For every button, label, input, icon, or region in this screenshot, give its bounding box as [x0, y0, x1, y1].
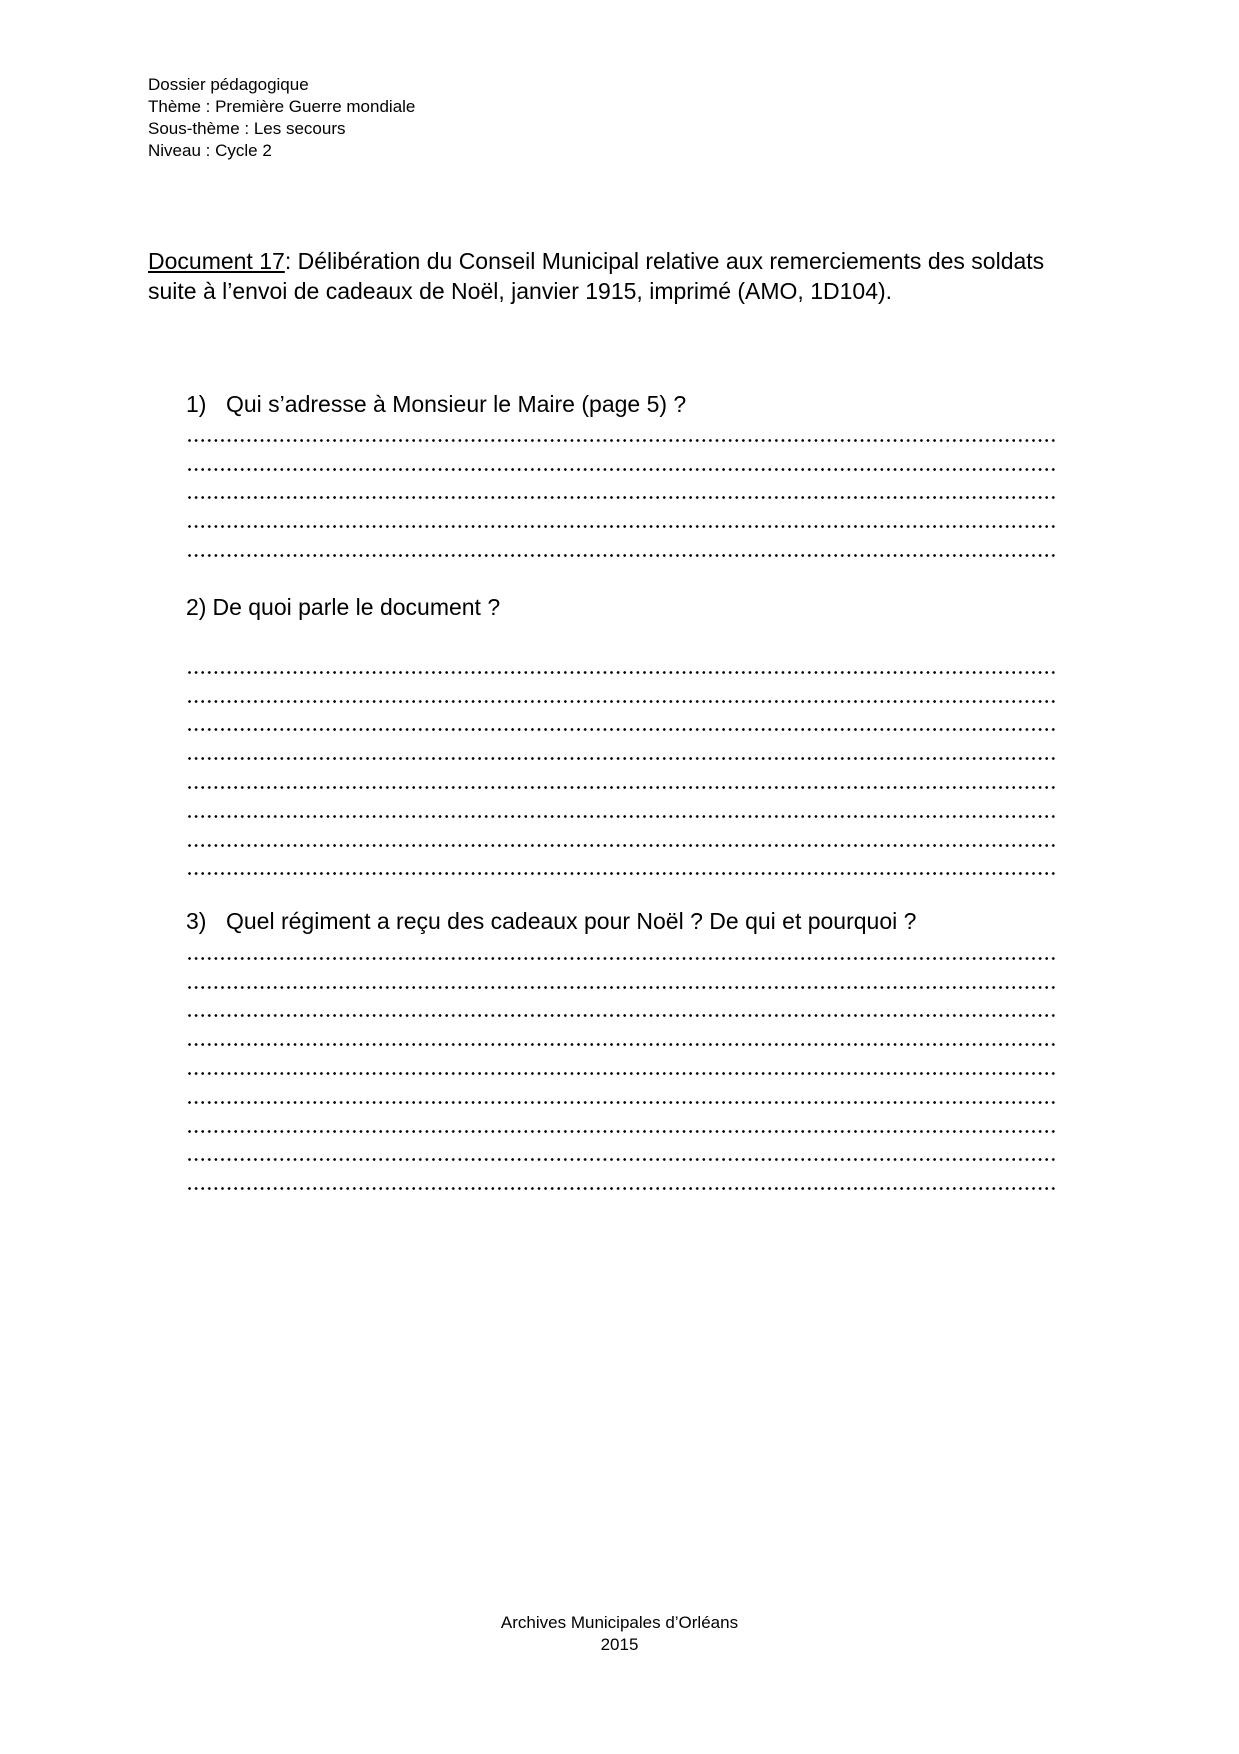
- dotted-answer-line[interactable]: [188, 652, 1058, 681]
- dotted-answer-line[interactable]: [188, 1024, 1058, 1053]
- answer-area-1[interactable]: [188, 420, 1058, 564]
- dotted-answer-line[interactable]: [188, 420, 1058, 449]
- dotted-answer-line[interactable]: [188, 996, 1058, 1025]
- answer-area-2[interactable]: [188, 652, 1058, 882]
- dotted-answer-line[interactable]: [188, 1140, 1058, 1169]
- question-1: [186, 389, 686, 419]
- question-2-text: De quoi parle le document ?: [212, 594, 501, 620]
- question-3-text: Quel régiment a reçu des cadeaux pour Noël ? De qui et pourquoi ?: [226, 908, 917, 934]
- dotted-answer-line[interactable]: [188, 938, 1058, 967]
- dotted-answer-line[interactable]: [188, 796, 1058, 825]
- header-niveau: Niveau : Cycle 2: [148, 141, 272, 160]
- dotted-answer-line[interactable]: [188, 535, 1058, 564]
- dotted-answer-line[interactable]: [188, 506, 1058, 535]
- dotted-answer-line[interactable]: [188, 478, 1058, 507]
- footer-archives: Archives Municipales d’Orléans: [500, 1613, 739, 1632]
- document-reference: Document 17: [148, 248, 285, 274]
- dotted-answer-line[interactable]: [188, 1168, 1058, 1197]
- question-1-text: Qui s’adresse à Monsieur le Maire (page 5) ?: [226, 391, 687, 417]
- dotted-answer-line[interactable]: [188, 681, 1058, 710]
- header-theme: Thème : Première Guerre mondiale: [148, 97, 416, 116]
- document-footer: [0, 1612, 1239, 1656]
- dotted-answer-line[interactable]: [188, 710, 1058, 739]
- footer-year: 2015: [600, 1635, 639, 1654]
- dotted-answer-line[interactable]: [188, 825, 1058, 854]
- dotted-answer-line[interactable]: [188, 738, 1058, 767]
- question-3: [186, 906, 916, 936]
- question-3-number: 3): [186, 908, 207, 934]
- question-2: [186, 592, 500, 622]
- dotted-answer-line[interactable]: [188, 967, 1058, 996]
- dotted-answer-line[interactable]: [188, 449, 1058, 478]
- dotted-answer-line[interactable]: [188, 854, 1058, 883]
- header-dossier: Dossier pédagogique: [148, 75, 309, 94]
- dotted-answer-line[interactable]: [188, 767, 1058, 796]
- question-2-number: 2): [186, 594, 207, 620]
- document-header: [148, 74, 415, 162]
- question-1-number: 1): [186, 391, 207, 417]
- dotted-answer-line[interactable]: [188, 1053, 1058, 1082]
- header-sous-theme: Sous-thème : Les secours: [148, 119, 346, 138]
- answer-area-3[interactable]: [188, 938, 1058, 1197]
- dotted-answer-line[interactable]: [188, 1082, 1058, 1111]
- document-description: : Délibération du Conseil Municipal relative aux remerciements des soldats suite à l’envoi de cadeaux de Noël, janvier 1915, imprimé (AMO, 1D104).: [148, 248, 1045, 304]
- document-title: [148, 246, 1068, 306]
- dotted-answer-line[interactable]: [188, 1111, 1058, 1140]
